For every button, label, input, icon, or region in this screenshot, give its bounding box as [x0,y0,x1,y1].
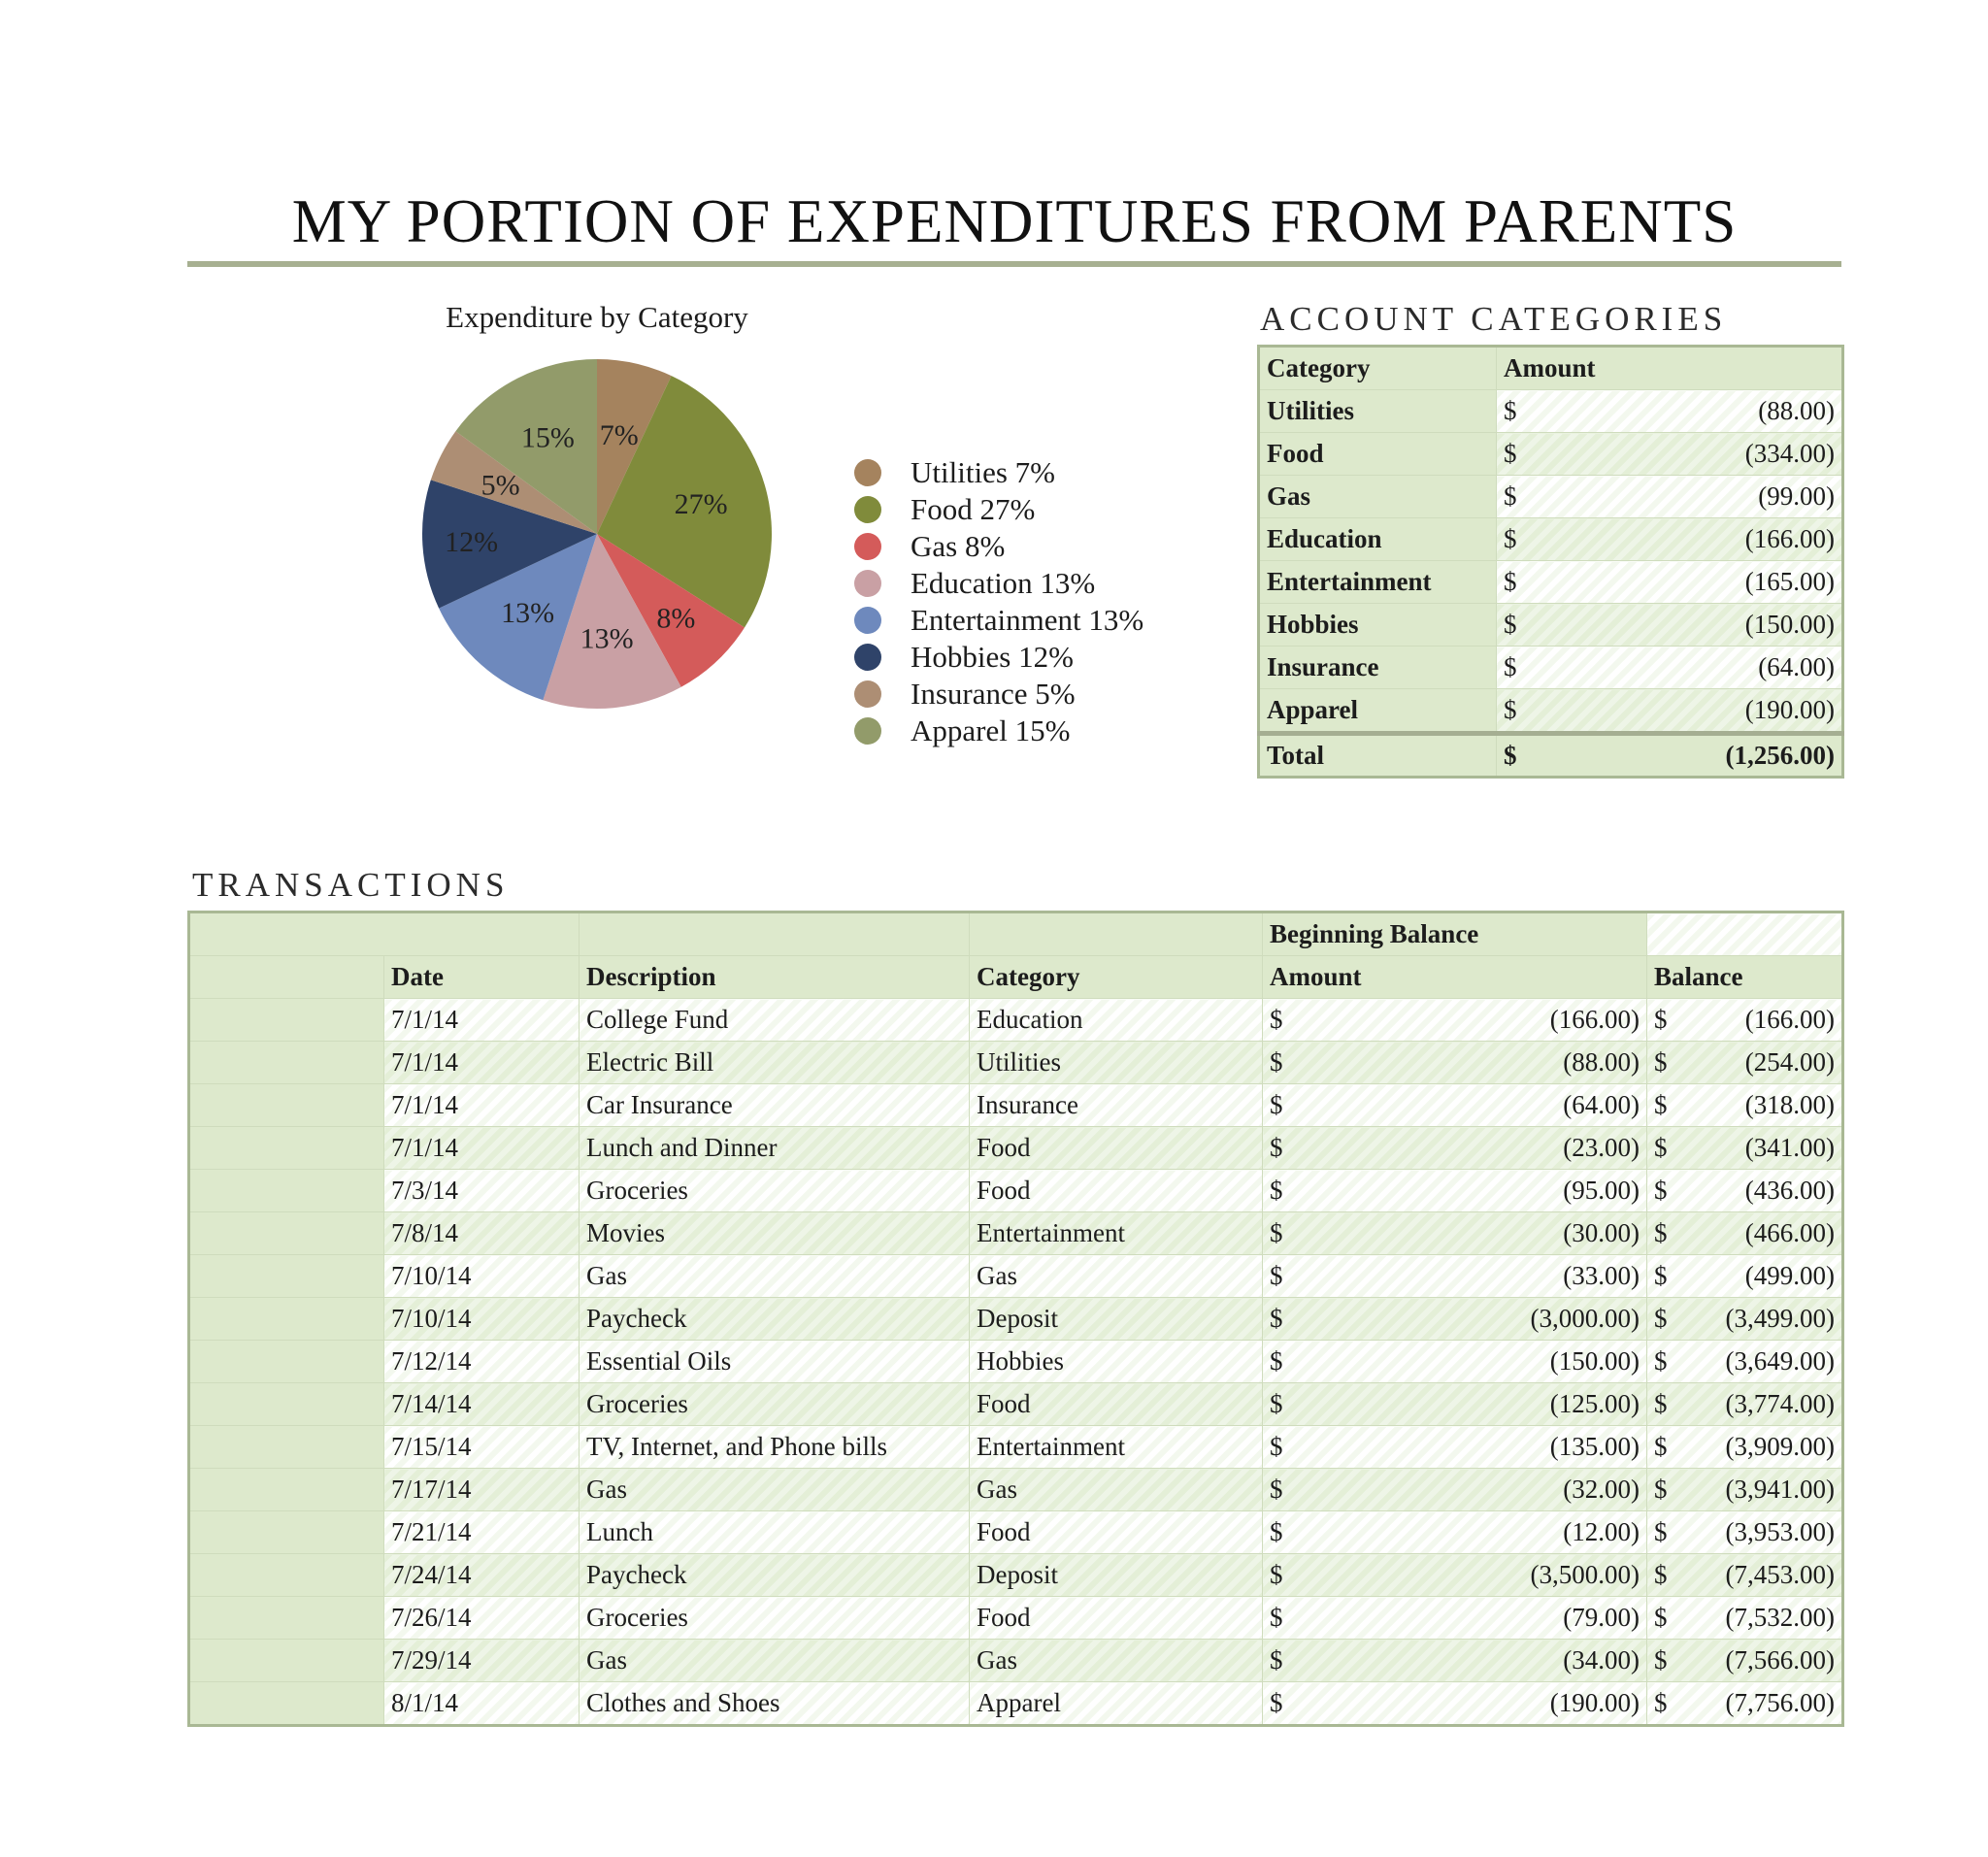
legend-item [854,528,1143,565]
currency-symbol: $ [1270,1090,1283,1119]
amount-value: (190.00) [1744,695,1835,724]
table-row [1259,518,1843,561]
row-gutter [189,1640,384,1682]
currency-symbol: $ [1504,481,1517,511]
balance-value: (166.00) [1744,1005,1835,1034]
currency-symbol: $ [1654,1603,1668,1632]
pie-slice-label: 27% [674,487,728,520]
amount-cell [1497,433,1843,476]
category-cell: Entertainment [1259,561,1497,604]
amount-value: (64.00) [1563,1090,1640,1119]
amount-value: (150.00) [1549,1346,1640,1376]
description-cell: Electric Bill [580,1042,970,1084]
amount-cell [1497,390,1843,433]
amount-value: (166.00) [1549,1005,1640,1034]
legend-swatch [854,570,881,597]
amount-value: (3,000.00) [1530,1304,1640,1333]
currency-symbol: $ [1504,567,1517,596]
amount-value: (165.00) [1744,567,1835,596]
balance-value: (318.00) [1744,1090,1835,1119]
amount-cell [1263,1640,1647,1682]
table-row [1259,433,1843,476]
total-amount: (1,256.00) [1725,741,1835,770]
amount-cell [1497,518,1843,561]
column-header: Amount [1497,347,1843,390]
table-row [189,1255,1843,1298]
column-header: Category [970,956,1263,999]
table-row [189,1298,1843,1341]
balance-value: (3,774.00) [1725,1389,1835,1418]
balance-cell [1647,1383,1843,1426]
currency-symbol: $ [1270,1218,1283,1247]
legend-swatch [854,533,881,560]
balance-value: (3,499.00) [1725,1304,1835,1333]
balance-value: (254.00) [1744,1047,1835,1077]
legend-label: Apparel 15% [911,713,1071,747]
amount-value: (135.00) [1549,1432,1640,1461]
category-cell: Food [970,1511,1263,1554]
amount-cell [1263,1597,1647,1640]
category-cell: Gas [970,1255,1263,1298]
currency-symbol: $ [1504,610,1517,639]
pie-slice-label: 15% [520,421,575,454]
table-row [189,1212,1843,1255]
balance-cell [1647,1298,1843,1341]
date-cell: 7/10/14 [384,1255,580,1298]
currency-symbol: $ [1654,1047,1668,1077]
date-cell: 7/1/14 [384,1127,580,1170]
column-header: Date [384,956,580,999]
table-row [189,1383,1843,1426]
currency-symbol: $ [1504,524,1517,553]
currency-symbol: $ [1504,439,1517,468]
table-row [189,999,1843,1042]
table-header-row [1259,347,1843,390]
table-row [189,1469,1843,1511]
currency-symbol: $ [1270,1047,1283,1077]
row-gutter [189,1511,384,1554]
currency-symbol: $ [1654,1304,1668,1333]
amount-value: (12.00) [1563,1517,1640,1546]
table-row [189,1554,1843,1597]
balance-value: (466.00) [1744,1218,1835,1247]
beginning-balance-value[interactable] [1647,912,1843,956]
pie-slice-label: 8% [656,602,696,635]
beginning-balance-label: Beginning Balance [1263,912,1647,956]
amount-cell [1263,1084,1647,1127]
legend-label: Food 27% [911,492,1036,526]
currency-symbol: $ [1270,1304,1283,1333]
row-gutter [189,912,580,956]
balance-cell [1647,1042,1843,1084]
table-row [189,1511,1843,1554]
legend-swatch [854,680,881,708]
currency-symbol: $ [1654,1645,1668,1675]
balance-value: (7,756.00) [1725,1688,1835,1717]
currency-symbol: $ [1654,1218,1668,1247]
balance-cell [1647,1554,1843,1597]
pie-slice-label: 13% [501,597,555,630]
balance-value: (341.00) [1744,1133,1835,1162]
description-cell: Gas [580,1255,970,1298]
description-cell: College Fund [580,999,970,1042]
transactions-table [187,911,1844,1727]
currency-symbol: $ [1270,1176,1283,1205]
total-amount-cell [1497,734,1843,778]
pie-slice-label: 13% [580,622,634,655]
currency-symbol: $ [1270,1603,1283,1632]
amount-value: (34.00) [1563,1645,1640,1675]
row-gutter [189,1212,384,1255]
row-gutter [189,1341,384,1383]
legend-swatch [854,644,881,671]
legend-label: Entertainment 13% [911,603,1144,637]
balance-cell [1647,1084,1843,1127]
currency-symbol: $ [1654,1005,1668,1034]
balance-value: (7,453.00) [1725,1560,1835,1589]
row-gutter [189,1426,384,1469]
category-cell: Apparel [1259,689,1497,734]
table-row [1259,390,1843,433]
table-row [189,1042,1843,1084]
currency-symbol: $ [1504,652,1517,681]
date-cell: 7/26/14 [384,1597,580,1640]
amount-cell [1263,1042,1647,1084]
amount-value: (125.00) [1549,1389,1640,1418]
currency-symbol: $ [1504,741,1517,770]
category-cell: Education [970,999,1263,1042]
amount-value: (95.00) [1563,1176,1640,1205]
category-cell: Deposit [970,1298,1263,1341]
row-gutter [189,999,384,1042]
description-cell: Essential Oils [580,1341,970,1383]
category-cell: Food [970,1170,1263,1212]
table-row [1259,647,1843,689]
date-cell: 7/1/14 [384,999,580,1042]
category-cell: Food [970,1127,1263,1170]
currency-symbol: $ [1270,1389,1283,1418]
balance-cell [1647,1212,1843,1255]
amount-value: (64.00) [1758,652,1835,681]
description-cell: Lunch and Dinner [580,1127,970,1170]
date-cell: 8/1/14 [384,1682,580,1726]
balance-value: (3,909.00) [1725,1432,1835,1461]
legend-item [854,713,1143,749]
row-gutter [189,1255,384,1298]
category-cell: Insurance [970,1084,1263,1127]
category-cell: Food [1259,433,1497,476]
description-cell: Lunch [580,1511,970,1554]
category-cell: Apparel [970,1682,1263,1726]
legend-label: Hobbies 12% [911,640,1074,674]
table-row [189,1127,1843,1170]
amount-cell [1263,1383,1647,1426]
category-cell: Education [1259,518,1497,561]
amount-cell [1263,999,1647,1042]
category-cell: Hobbies [970,1341,1263,1383]
amount-value: (88.00) [1563,1047,1640,1077]
date-cell: 7/1/14 [384,1042,580,1084]
legend-label: Education 13% [911,566,1096,600]
amount-value: (150.00) [1744,610,1835,639]
balance-value: (436.00) [1744,1176,1835,1205]
account-categories-table [1257,345,1844,779]
date-cell: 7/14/14 [384,1383,580,1426]
currency-symbol: $ [1504,695,1517,724]
table-row [189,1170,1843,1212]
balance-cell [1647,1640,1843,1682]
amount-value: (88.00) [1758,396,1835,425]
amount-cell [1263,1212,1647,1255]
currency-symbol: $ [1654,1432,1668,1461]
table-row [1259,689,1843,734]
description-cell: Gas [580,1469,970,1511]
balance-cell [1647,1426,1843,1469]
column-header: Amount [1263,956,1647,999]
description-cell: Car Insurance [580,1084,970,1127]
amount-cell [1263,1554,1647,1597]
description-cell: Gas [580,1640,970,1682]
empty-cell [970,912,1263,956]
legend-swatch [854,496,881,523]
legend-item [854,676,1143,713]
balance-cell [1647,1682,1843,1726]
amount-value: (32.00) [1563,1475,1640,1504]
balance-cell [1647,1469,1843,1511]
page-title: MY PORTION OF EXPENDITURES FROM PARENTS [291,187,1738,255]
currency-symbol: $ [1270,1475,1283,1504]
total-row [1259,734,1843,778]
table-row [189,1682,1843,1726]
date-cell: 7/12/14 [384,1341,580,1383]
category-cell: Food [970,1597,1263,1640]
legend-item [854,454,1143,491]
column-header: Category [1259,347,1497,390]
currency-symbol: $ [1270,1346,1283,1376]
currency-symbol: $ [1654,1475,1668,1504]
category-cell: Insurance [1259,647,1497,689]
category-cell: Gas [970,1469,1263,1511]
date-cell: 7/1/14 [384,1084,580,1127]
category-cell: Gas [1259,476,1497,518]
currency-symbol: $ [1654,1517,1668,1546]
row-gutter [189,1469,384,1511]
balance-cell [1647,1255,1843,1298]
category-cell: Utilities [970,1042,1263,1084]
table-row [189,1597,1843,1640]
currency-symbol: $ [1270,1133,1283,1162]
description-cell: Movies [580,1212,970,1255]
amount-cell [1263,1170,1647,1212]
pie-slice-label: 7% [599,419,639,452]
currency-symbol: $ [1654,1346,1668,1376]
amount-value: (190.00) [1549,1688,1640,1717]
row-gutter [189,1170,384,1212]
amount-value: (99.00) [1758,481,1835,511]
currency-symbol: $ [1654,1176,1668,1205]
amount-value: (79.00) [1563,1603,1640,1632]
description-cell: Paycheck [580,1298,970,1341]
table-row [189,1640,1843,1682]
description-cell: Groceries [580,1170,970,1212]
currency-symbol: $ [1270,1645,1283,1675]
legend-item [854,602,1143,639]
legend-item [854,565,1143,602]
amount-cell [1263,1682,1647,1726]
currency-symbol: $ [1654,1261,1668,1290]
beginning-balance-row [189,912,1843,956]
table-row [189,1426,1843,1469]
amount-cell [1263,1511,1647,1554]
currency-symbol: $ [1270,1517,1283,1546]
date-cell: 7/21/14 [384,1511,580,1554]
legend-swatch [854,717,881,745]
currency-symbol: $ [1270,1560,1283,1589]
transactions-heading: TRANSACTIONS [192,866,510,904]
balance-cell [1647,1341,1843,1383]
legend-label: Insurance 5% [911,677,1076,711]
description-cell: TV, Internet, and Phone bills [580,1426,970,1469]
empty-cell [580,912,970,956]
legend-item [854,639,1143,676]
table-row [1259,561,1843,604]
row-gutter [189,1383,384,1426]
date-cell: 7/8/14 [384,1212,580,1255]
table-row [189,1084,1843,1127]
legend-label: Utilities 7% [911,455,1055,489]
amount-cell [1497,561,1843,604]
column-header: Description [580,956,970,999]
table-row [1259,476,1843,518]
category-cell: Entertainment [970,1212,1263,1255]
table-header-row [189,956,1843,999]
amount-cell [1263,1341,1647,1383]
balance-value: (499.00) [1744,1261,1835,1290]
category-cell: Deposit [970,1554,1263,1597]
amount-value: (23.00) [1563,1133,1640,1162]
description-cell: Groceries [580,1597,970,1640]
legend-swatch [854,459,881,486]
currency-symbol: $ [1654,1090,1668,1119]
currency-symbol: $ [1270,1688,1283,1717]
amount-cell [1263,1298,1647,1341]
table-row [1259,604,1843,647]
legend-item [854,491,1143,528]
category-cell: Gas [970,1640,1263,1682]
column-header: Balance [1647,956,1843,999]
currency-symbol: $ [1504,396,1517,425]
amount-value: (334.00) [1744,439,1835,468]
date-cell: 7/10/14 [384,1298,580,1341]
amount-value: (3,500.00) [1530,1560,1640,1589]
amount-cell [1497,689,1843,734]
amount-value: (30.00) [1563,1218,1640,1247]
amount-value: (33.00) [1563,1261,1640,1290]
balance-value: (7,566.00) [1725,1645,1835,1675]
balance-value: (7,532.00) [1725,1603,1835,1632]
amount-cell [1263,1127,1647,1170]
date-cell: 7/15/14 [384,1426,580,1469]
balance-cell [1647,999,1843,1042]
balance-cell [1647,1170,1843,1212]
currency-symbol: $ [1654,1560,1668,1589]
balance-cell [1647,1597,1843,1640]
category-cell: Utilities [1259,390,1497,433]
date-cell: 7/24/14 [384,1554,580,1597]
date-cell: 7/17/14 [384,1469,580,1511]
amount-cell [1497,476,1843,518]
account-categories-heading: ACCOUNT CATEGORIES [1260,300,1728,338]
date-cell: 7/29/14 [384,1640,580,1682]
amount-cell [1263,1255,1647,1298]
description-cell: Groceries [580,1383,970,1426]
category-cell: Food [970,1383,1263,1426]
balance-cell [1647,1127,1843,1170]
currency-symbol: $ [1654,1389,1668,1418]
row-gutter [189,1042,384,1084]
currency-symbol: $ [1270,1432,1283,1461]
amount-value: (166.00) [1744,524,1835,553]
description-cell: Paycheck [580,1554,970,1597]
date-cell: 7/3/14 [384,1170,580,1212]
row-gutter [189,1298,384,1341]
pie-chart [388,354,815,781]
balance-value: (3,953.00) [1725,1517,1835,1546]
legend-swatch [854,607,881,634]
pie-slice-label: 12% [445,526,499,559]
currency-symbol: $ [1654,1688,1668,1717]
amount-cell [1497,604,1843,647]
chart-legend [854,454,1143,749]
amount-cell [1497,647,1843,689]
balance-value: (3,941.00) [1725,1475,1835,1504]
row-gutter [189,956,384,999]
amount-cell [1263,1426,1647,1469]
row-gutter [189,1554,384,1597]
row-gutter [189,1127,384,1170]
row-gutter [189,1084,384,1127]
currency-symbol: $ [1270,1005,1283,1034]
category-cell: Hobbies [1259,604,1497,647]
balance-cell [1647,1511,1843,1554]
balance-value: (3,649.00) [1725,1346,1835,1376]
amount-cell [1263,1469,1647,1511]
category-cell: Entertainment [970,1426,1263,1469]
description-cell: Clothes and Shoes [580,1682,970,1726]
title-divider [187,261,1841,267]
chart-title: Expenditure by Category [446,300,748,334]
row-gutter [189,1682,384,1726]
legend-label: Gas 8% [911,529,1006,563]
table-row [189,1341,1843,1383]
row-gutter [189,1597,384,1640]
currency-symbol: $ [1654,1133,1668,1162]
total-label: Total [1259,734,1497,778]
expenditure-chart [388,296,1223,781]
currency-symbol: $ [1270,1261,1283,1290]
pie-slice-label: 5% [480,469,520,502]
